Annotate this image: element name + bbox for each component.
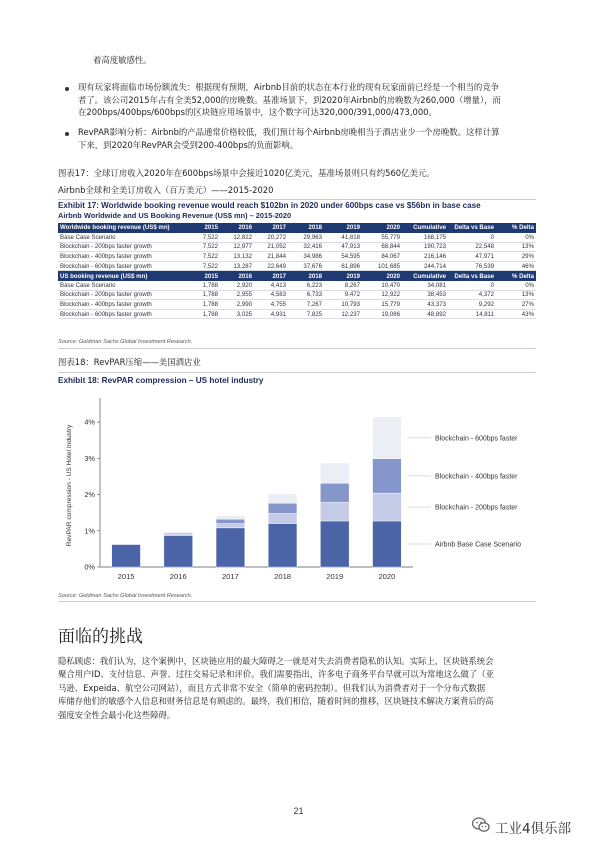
table-cell: 43,373	[402, 300, 448, 310]
y-tick-label: 3%	[84, 453, 95, 463]
table-cell: 37,676	[288, 261, 324, 271]
table-row	[58, 261, 536, 271]
table-cell: 14,811	[448, 309, 496, 319]
table-header-cell: Delta vs Base	[448, 271, 496, 281]
table-cell: 48,892	[402, 309, 448, 319]
bar-segment	[112, 545, 141, 567]
bullet-dot	[65, 132, 69, 136]
bar-segment	[320, 463, 349, 483]
table-cell: 10,470	[362, 281, 402, 291]
table-cell: 0	[448, 233, 496, 243]
table-header-cell: 2016	[220, 271, 254, 281]
section-heading: 面临的挑战	[58, 627, 143, 647]
x-tick-label: 2016	[169, 572, 187, 581]
table-cell: 12,977	[220, 242, 254, 252]
table-cell: 29%	[496, 252, 536, 262]
x-tick-label: 2020	[378, 572, 396, 581]
table-cell: 1,788	[186, 290, 220, 300]
table-header-cell: % Delta	[496, 271, 536, 281]
bar-segment	[320, 483, 349, 502]
table-cell: 43%	[496, 309, 536, 319]
bar-segment	[164, 535, 193, 567]
bullet-1	[78, 81, 548, 119]
table-cell: 190,723	[402, 242, 448, 252]
table-row	[58, 252, 536, 262]
legend-label: Blockchain - 400bps faster	[435, 473, 518, 481]
table-cell: Blockchain - 200bps faster growth	[58, 290, 186, 300]
table-cell: 55,779	[362, 233, 402, 243]
table-cell: 2,920	[220, 281, 254, 291]
bar-segment	[373, 459, 402, 493]
table-cell: 8,267	[324, 281, 362, 291]
bar-segment	[268, 503, 297, 513]
table-row	[58, 281, 536, 291]
table-cell: 7,267	[288, 300, 324, 310]
table-cell: 1,788	[186, 309, 220, 319]
table-header-cell: 2015	[186, 271, 220, 281]
table-cell: 7,522	[186, 242, 220, 252]
table-cell: 101,685	[362, 261, 402, 271]
table-cell: 1,788	[186, 300, 220, 310]
bar-segment	[216, 519, 245, 523]
table-cell: 27%	[496, 300, 536, 310]
bullet-line: RevPAR影响分析：Airbnb的产品通常价格较低，我们预计每个Airbnb房晚相当于酒店业少一个房晚数。这样计算	[78, 127, 500, 137]
bullet-2	[78, 126, 548, 151]
table-cell: 4,755	[254, 300, 288, 310]
table-cell: Blockchain - 600bps faster growth	[58, 309, 186, 319]
table-cell: 7,522	[186, 233, 220, 243]
table-cell: 38,453	[402, 290, 448, 300]
table-cell: Blockchain - 200bps faster growth	[58, 242, 186, 252]
bullet-dot	[65, 87, 69, 91]
table-cell: 84,067	[362, 252, 402, 262]
legend-label: Blockchain - 600bps faster	[435, 435, 518, 443]
bar-segment	[164, 532, 193, 533]
divider	[58, 199, 536, 200]
table-cell: 34,986	[288, 252, 324, 262]
table-cell: 216,146	[402, 252, 448, 262]
legend-label: Airbnb Base Case Scenario	[435, 541, 521, 549]
table-cell: 6,223	[288, 281, 324, 291]
table-cell: 13%	[496, 290, 536, 300]
table-cell: 0%	[496, 233, 536, 243]
table-row	[58, 290, 536, 300]
y-tick-label: 4%	[84, 417, 95, 427]
table-cell: Base Case Scenario	[58, 281, 186, 291]
table-cell: 47,913	[324, 242, 362, 252]
bullet-line: 现有玩家将面临市场份额流失：根据现有预期，Airbnb目前的状态在本行业的现有玩家面前已经是一个相当的竞争	[78, 82, 500, 92]
table-header-cell: 2015	[186, 223, 220, 233]
table-cell: 2,955	[220, 290, 254, 300]
table-cell: 10,793	[324, 300, 362, 310]
table-cell: 2,990	[220, 300, 254, 310]
table-cell: 4,372	[448, 290, 496, 300]
table-cell: 47,971	[448, 252, 496, 262]
divider	[58, 372, 536, 373]
paragraph-line: 隐私顾虑：我们认为，这个案例中，区块链应用的最大障碍之一就是对失去消费者隐私的认知。实际上，区块链系统会	[58, 656, 494, 666]
x-tick-label: 2017	[221, 572, 239, 581]
bar-segment	[268, 524, 297, 567]
table-cell: 9,472	[324, 290, 362, 300]
table-row	[58, 309, 536, 319]
bar-segment	[268, 513, 297, 523]
table-header-cell: 2018	[288, 271, 324, 281]
table-row	[58, 300, 536, 310]
paragraph-line: 库储存他们的敏感个人信息和财务信息是有顾虑的。最终，我们相信，随着时间的推移，区块链技术解决方案背后的高	[58, 696, 494, 707]
bar-segment	[216, 524, 245, 528]
table-header-cell: US booking revenue (US$ mn)	[58, 271, 186, 281]
table-cell: 6,733	[288, 290, 324, 300]
table-header-cell: 2020	[362, 271, 402, 281]
fig17-subcaption: Airbnb全球和全美订房收入（百万美元）——2015-2020	[58, 185, 274, 195]
table-header-cell: Worldwide booking revenue (US$ mn)	[58, 223, 186, 233]
table-cell: 15,779	[362, 300, 402, 310]
table-cell: 0%	[496, 281, 536, 291]
bar-segment	[373, 521, 402, 567]
table-header-cell: 2019	[324, 223, 362, 233]
table-cell: 0	[448, 281, 496, 291]
y-tick-label: 1%	[84, 526, 95, 536]
table-cell: 29,963	[288, 233, 324, 243]
table-cell: 7,825	[288, 309, 324, 319]
divider	[58, 348, 536, 349]
x-tick-label: 2015	[117, 572, 135, 581]
bar-segment	[320, 502, 349, 521]
table-cell: 21,052	[254, 242, 288, 252]
bullet-line: 者了。该公司2015年占有全美52,000的房晚数。基准场景下，到2020年Airbnb的房晚数为260,000（增量），而	[78, 94, 501, 105]
table-cell: 12,237	[324, 309, 362, 319]
table-header-cell: 2018	[288, 223, 324, 233]
table-cell: 244,714	[402, 261, 448, 271]
table-cell: 54,595	[324, 252, 362, 262]
fig17-caption: 图表17：全球订房收入2020年在600bps场景中会接近1020亿美元，基准场景则只有约560亿美元。	[58, 168, 435, 178]
fig18-caption: 图表18：RevPAR压缩——美国酒店业	[58, 357, 201, 367]
table-cell: 4,413	[254, 281, 288, 291]
bar-segment	[216, 528, 245, 567]
exhibit18-title: Exhibit 18: RevPAR compression – US hotel industry	[58, 376, 264, 385]
table-header-cell: 2019	[324, 271, 362, 281]
table-header-cell: Cumulative	[402, 271, 448, 281]
table-cell: 168,175	[402, 233, 448, 243]
table-header-cell: 2017	[254, 223, 288, 233]
table-header-row	[58, 271, 536, 281]
divider	[58, 601, 536, 602]
table-cell: 13,132	[220, 252, 254, 262]
table-row	[58, 242, 536, 252]
intro-line: 着高度敏感性。	[93, 55, 152, 65]
table-cell: 32,416	[288, 242, 324, 252]
table-cell: 13,287	[220, 261, 254, 271]
table-header-cell: Delta vs Base	[448, 223, 496, 233]
exhibit17-title: Exhibit 17: Worldwide booking revenue would reach $102bn in 2020 under 600bps case vs $56bn in base case	[58, 201, 481, 210]
bar-segment	[268, 494, 297, 503]
paragraph-line: 强度安全性会最小化这些障碍。	[58, 709, 176, 720]
table-cell: 1,788	[186, 281, 220, 291]
table-cell: 20,272	[254, 233, 288, 243]
table-cell: Blockchain - 600bps faster growth	[58, 261, 186, 271]
table-header-cell: 2017	[254, 271, 288, 281]
bar-segment	[373, 417, 402, 459]
bar-segment	[320, 521, 349, 567]
y-axis-label: RevPAR compression - US Hotel Industry	[66, 424, 73, 547]
table-cell: 34,081	[402, 281, 448, 291]
page-number: 21	[293, 806, 304, 816]
table-cell: 22,548	[448, 242, 496, 252]
table-cell: 12,822	[220, 233, 254, 243]
watermark	[472, 816, 571, 838]
bullet-line: 在200bps/400bps/600bps的区块链应用场景中，这个数字可达320,000/391,000/473,000。	[78, 107, 437, 118]
exhibit17-source: Source: Goldman Sachs Global Investment Research.	[58, 339, 193, 345]
table-cell: Blockchain - 400bps faster growth	[58, 252, 186, 262]
table-cell: 61,896	[324, 261, 362, 271]
table-header-cell: 2016	[220, 223, 254, 233]
x-tick-label: 2019	[326, 572, 344, 581]
table-cell: 13%	[496, 242, 536, 252]
table-cell: 76,539	[448, 261, 496, 271]
wechat-icon	[472, 817, 490, 837]
exhibit17-subtitle: Airbnb Worldwide and US Booking Revenue (US$ mn) – 2015-2020	[58, 211, 292, 220]
legend-label: Blockchain - 200bps faster	[435, 504, 518, 512]
exhibit18-source: Source: Goldman Sachs Global Investment Research.	[58, 593, 193, 599]
bar-segment	[373, 493, 402, 521]
table-cell: 9,292	[448, 300, 496, 310]
table-cell: 4,931	[254, 309, 288, 319]
table-header-cell: 2020	[362, 223, 402, 233]
paragraph-line: 马逊、Expeida、航空公司网站），而且方式非常不安全（简单的密码控制）。但我们认为消费者对于一个分布式数据	[58, 682, 486, 693]
table-cell: 3,025	[220, 309, 254, 319]
table-cell: Base Case Scenario	[58, 233, 186, 243]
y-tick-label: 0%	[84, 562, 95, 572]
watermark-text: 工业4俱乐部	[495, 821, 572, 837]
table-cell: 21,844	[254, 252, 288, 262]
revpar-compression-chart	[58, 392, 536, 592]
table-cell: 68,844	[362, 242, 402, 252]
table-cell: 46%	[496, 261, 536, 271]
table-cell: 4,583	[254, 290, 288, 300]
table-cell: 41,818	[324, 233, 362, 243]
table-cell: 7,522	[186, 261, 220, 271]
table-cell: 19,086	[362, 309, 402, 319]
bar-segment	[216, 516, 245, 520]
table-header-row	[58, 223, 536, 233]
bullet-line: 下来，到2020年RevPAR会受到200-400bps的负面影响。	[78, 139, 299, 150]
table-header-cell: % Delta	[496, 223, 536, 233]
paragraph-line: 聚合用户ID、支付信息、声誉、过往交易记录和评价。我们需要指出，许多电子商务平台早就可以为常地这么做了（亚	[58, 669, 495, 680]
table-cell: Blockchain - 400bps faster growth	[58, 300, 186, 310]
x-tick-label: 2018	[274, 572, 292, 581]
y-tick-label: 2%	[84, 490, 95, 500]
table-cell: 22,649	[254, 261, 288, 271]
table-row	[58, 233, 536, 243]
booking-revenue-table	[58, 223, 536, 319]
table-cell: 12,922	[362, 290, 402, 300]
challenge-paragraph	[58, 655, 548, 722]
table-cell: 7,522	[186, 252, 220, 262]
table-header-cell: Cumulative	[402, 223, 448, 233]
